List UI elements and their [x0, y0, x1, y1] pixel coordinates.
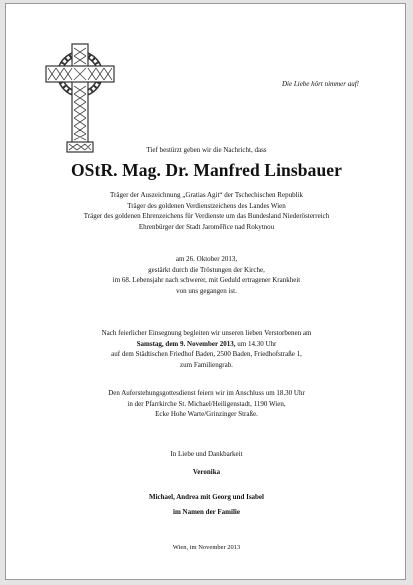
mass-notice	[6, 388, 407, 420]
honors-list	[6, 190, 407, 232]
closing-text: In Liebe und Dankbarkeit	[170, 450, 243, 458]
death-line: von uns gegangen ist.	[176, 286, 237, 295]
death-notice	[6, 254, 407, 296]
intro-text: Tief bestürzt geben wir die Nachricht, dass	[146, 146, 267, 154]
service-line: zum Familiengrab.	[180, 360, 233, 369]
service-line: auf dem Städtischen Friedhof Baden, 2500 Baden, Friedhofstraße 1,	[111, 350, 302, 358]
service-time: um 14.30 Uhr	[235, 339, 277, 348]
celtic-cross-icon	[43, 42, 117, 154]
obituary-sheet	[5, 3, 406, 580]
service-date-line	[6, 339, 407, 350]
death-line: am 26. Oktober 2013,	[175, 255, 238, 263]
deceased-name: OStR. Mag. Dr. Manfred Linsbauer	[70, 160, 343, 180]
honor-line: Träger der Auszeichnung „Gratias Agit“ der Tschechischen Republik	[110, 191, 303, 199]
mourner-veronika: Veronika	[192, 468, 221, 476]
death-line: im 68. Lebensjahr nach schwerer, mit Geduld ertragener Krankheit	[112, 276, 301, 284]
funeral-service	[6, 328, 407, 370]
service-line: Nach feierlicher Einsegnung begleiten wir unseren lieben Verstorbenen am	[101, 329, 312, 337]
mass-line: Ecke Hohe Warte/Grinzinger Straße.	[155, 410, 258, 418]
footer-place-date: Wien, im November 2013	[172, 544, 241, 551]
mourner-im-namen: im Namen der Familie	[173, 508, 240, 516]
death-line: gestärkt durch die Tröstungen der Kirche,	[148, 265, 265, 274]
mass-line: in der Pfarrkirche St. Michael/Heiligenstadt, 1190 Wien,	[127, 399, 286, 408]
honor-line: Ehrenbürger der Stadt Jaroměřice nad Rokytnou	[138, 222, 275, 231]
service-date: Samstag, dem 9. November 2013,	[136, 339, 236, 348]
honor-line: Träger des goldenen Ehrenzeichens für Verdienste um das Bundesland Niederösterreich	[83, 212, 330, 220]
honor-line: Träger des goldenen Verdienstzeichens des Landes Wien	[127, 201, 286, 210]
mourner-family: Michael, Andrea mit Georg und Isabel	[149, 493, 264, 501]
mass-line: Den Auferstehungsgottesdienst feiern wir im Anschluss um 18.30 Uhr	[108, 389, 305, 397]
motto: Die Liebe hört nimmer auf!	[282, 80, 359, 88]
